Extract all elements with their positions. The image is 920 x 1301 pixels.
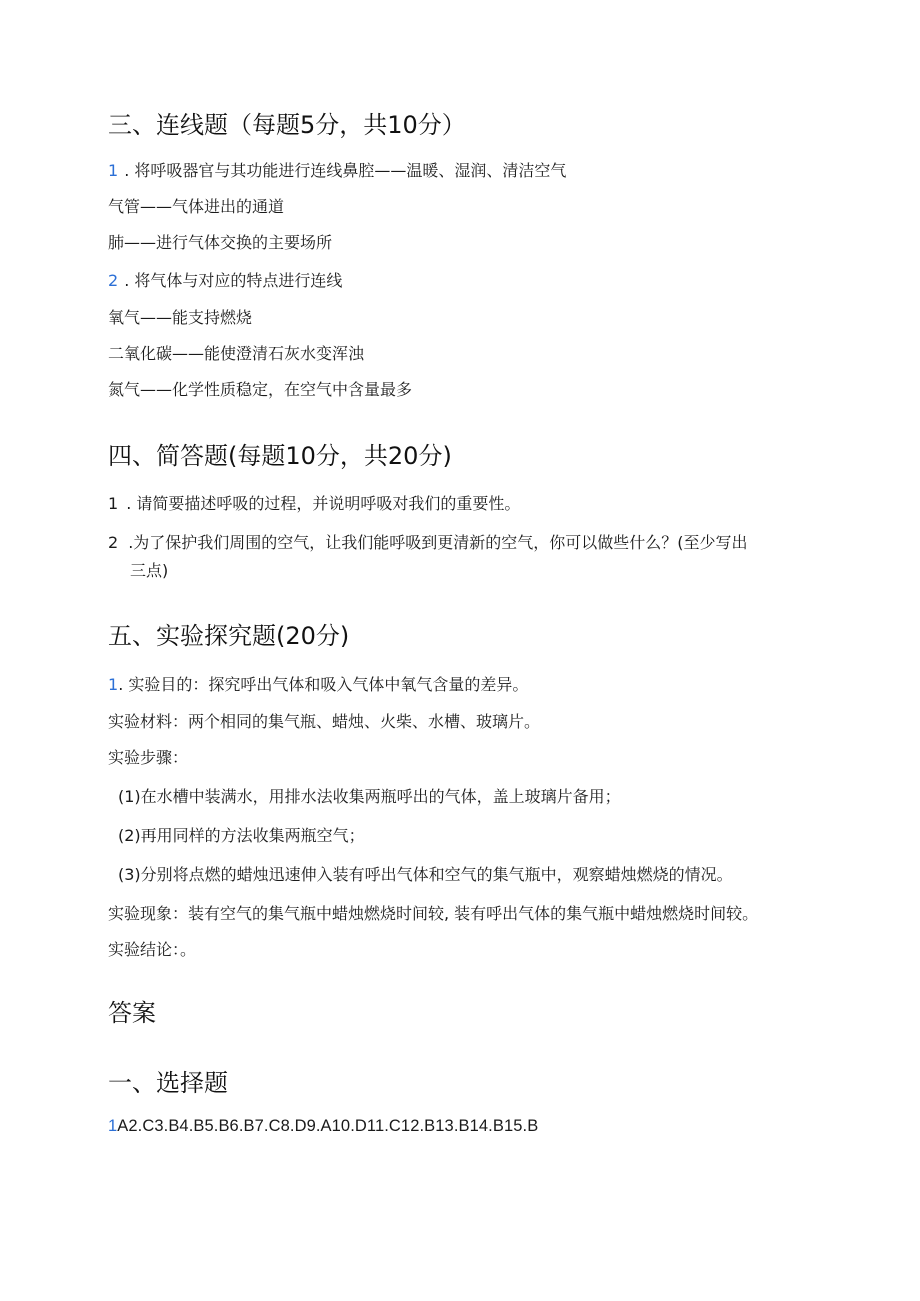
question-text: .为了保护我们周围的空气，让我们能呼吸到更清新的空气，你可以做些什么？(至少写出 [128,533,748,552]
question-text: . 将气体与对应的特点进行连线 [124,271,343,290]
experiment-materials: 实验材料：两个相同的集气瓶、蜡烛、火柴、水槽、玻璃片。 [108,712,541,731]
question-text-continued: 三点) [130,561,169,580]
section-4-question-2 [108,532,748,554]
question-number: 1 [108,494,119,513]
section-5-question-1 [108,674,528,696]
experiment-steps-label: 实验步骤： [108,748,189,767]
experiment-conclusion: 实验结论：。 [108,940,197,959]
answer-line: 二氧化碳——能使澄清石灰水变浑浊 [108,344,365,363]
question-number: 2 [108,533,119,552]
answer-line: 气管——气体进出的通道 [108,197,285,216]
section-4-heading: 四、简答题(每题10分，共20分) [108,442,452,470]
answer-sequence: A2.C3.B4.B5.B6.B7.C8.D9.A10.D11.C12.B13.B14.B15.B [117,1117,539,1135]
section-3-heading: 三、连线题（每题5分，共10分） [108,111,466,139]
question-text: . 实验目的：探究呼出气体和吸入气体中氧气含量的差异。 [118,675,529,694]
question-number: 1 [108,161,119,180]
experiment-step: (3)分别将点燃的蜡烛迅速伸入装有呼出气体和空气的集气瓶中，观察蜡烛燃烧的情况。 [118,865,733,884]
section-4-question-1 [108,493,520,515]
experiment-phenomenon: 实验现象：装有空气的集气瓶中蜡烛燃烧时间较, 装有呼出气体的集气瓶中蜡烛燃烧时间较。 [108,904,759,923]
question-number: 1 [108,675,119,694]
answer-first-number: 1 [108,1117,118,1135]
question-number: 2 [108,271,119,290]
experiment-step: (1)在水槽中装满水，用排水法收集两瓶呼出的气体，盖上玻璃片备用； [118,787,621,806]
answer-line: 氮气——化学性质稳定，在空气中含量最多 [108,380,413,399]
answer-line: 氧气——能支持燃烧 [108,308,253,327]
question-text: . 请简要描述呼吸的过程，并说明呼吸对我们的重要性。 [126,494,521,513]
question-text: . 将呼吸器官与其功能进行连线鼻腔——温暖、湿润、清洁空气 [124,161,567,180]
experiment-step: (2)再用同样的方法收集两瓶空气； [118,826,365,845]
section-3-question-1 [108,160,566,182]
answers-section-1-heading: 一、选择题 [108,1069,228,1097]
answers-list [108,1115,538,1137]
section-5-heading: 五、实验探究题(20分) [108,622,350,650]
answer-line: 肺——进行气体交换的主要场所 [108,233,333,252]
answers-heading: 答案 [108,999,156,1027]
section-3-question-2 [108,270,342,292]
